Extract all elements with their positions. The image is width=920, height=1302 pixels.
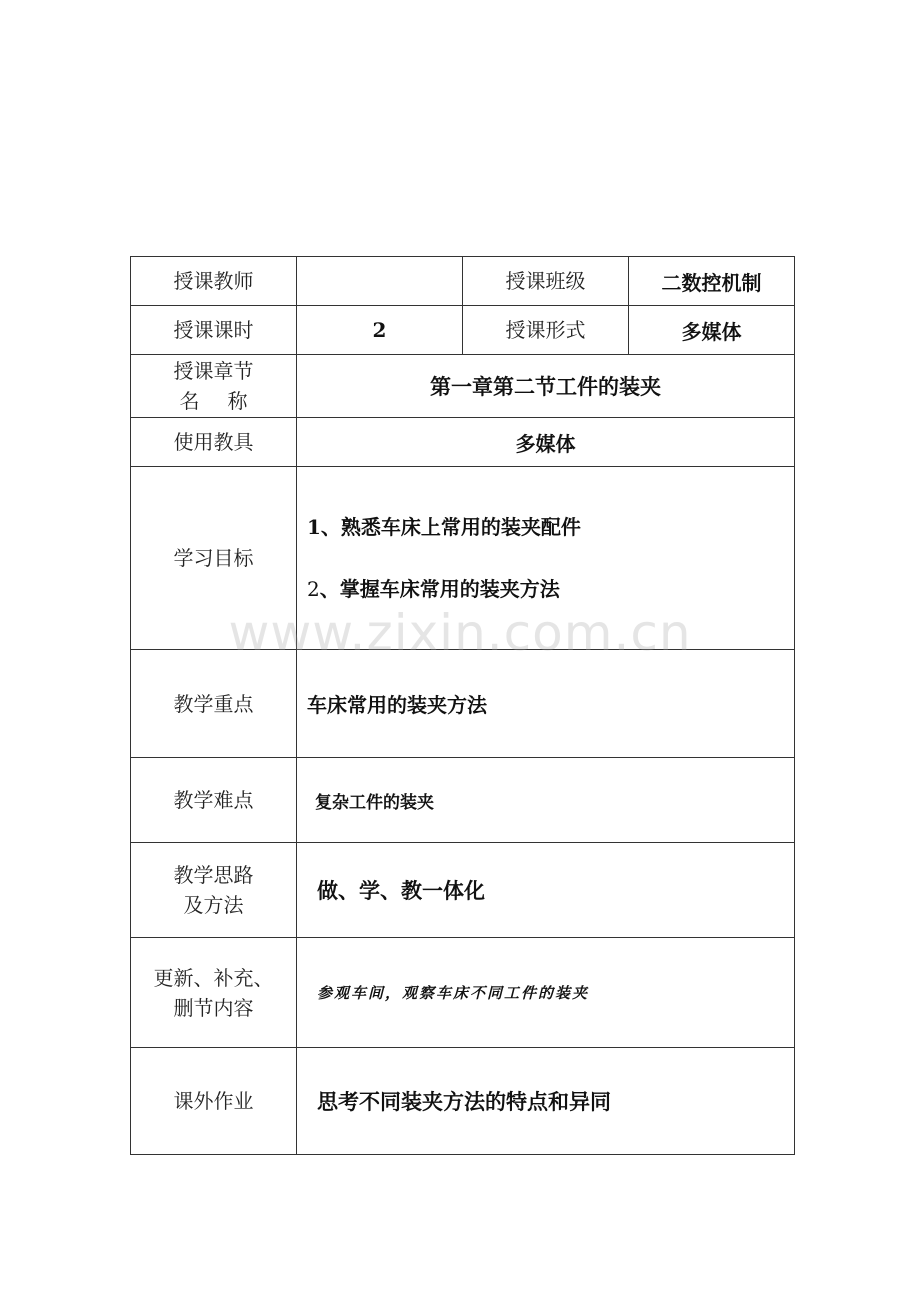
chapter-value: 第一章第二节工件的装夹 — [297, 355, 795, 418]
class-label: 授课班级 — [463, 257, 629, 306]
goal-item-1-text: 、熟悉车床上常用的装夹配件 — [320, 515, 581, 539]
hours-label: 授课课时 — [131, 306, 297, 355]
difficulties-value: 复杂工件的装夹 — [297, 758, 795, 843]
row-hours-form — [131, 306, 795, 355]
approach-label-line2: 及方法 — [183, 893, 244, 917]
form-value: 多媒体 — [629, 306, 795, 355]
teacher-label: 授课教师 — [131, 257, 297, 306]
updates-label — [131, 938, 297, 1048]
row-goals — [131, 467, 795, 650]
row-updates — [131, 938, 795, 1048]
hours-value: 2 — [297, 306, 463, 355]
homework-label: 课外作业 — [131, 1048, 297, 1155]
chapter-label-line2: 名称 — [179, 389, 276, 413]
lesson-plan-table — [130, 256, 795, 1155]
updates-value: 参观车间，观察车床不同工件的装夹 — [297, 938, 795, 1048]
homework-value: 思考不同装夹方法的特点和异同 — [297, 1048, 795, 1155]
goal-item-1 — [297, 513, 794, 541]
goal-item-2-num: 2 — [307, 577, 320, 601]
chapter-label — [131, 355, 297, 418]
watermark: www.zixin.com.cn — [228, 604, 692, 662]
row-tools — [131, 418, 795, 467]
updates-label-line2: 删节内容 — [173, 995, 254, 1020]
key-points-value: 车床常用的装夹方法 — [297, 650, 795, 758]
row-homework — [131, 1048, 795, 1155]
row-approach — [131, 843, 795, 938]
row-teacher-class — [131, 257, 795, 306]
approach-value: 做、学、教一体化 — [297, 843, 795, 938]
goal-item-1-num: 1 — [307, 515, 321, 539]
goal-item-2-text: 、掌握车床常用的装夹方法 — [319, 577, 560, 601]
tools-value: 多媒体 — [297, 418, 795, 467]
updates-label-line1: 更新、补充、 — [153, 965, 274, 990]
goals-label: 学习目标 — [131, 467, 297, 650]
teacher-value — [297, 257, 463, 306]
goals-value — [297, 467, 795, 650]
key-points-label: 教学重点 — [131, 650, 297, 758]
approach-label-line1: 教学思路 — [173, 863, 254, 887]
difficulties-label: 教学难点 — [131, 758, 297, 843]
chapter-label-line1: 授课章节 — [173, 359, 254, 383]
row-difficulties — [131, 758, 795, 843]
goal-item-2 — [297, 575, 794, 603]
form-label: 授课形式 — [463, 306, 629, 355]
row-key-points — [131, 650, 795, 758]
approach-label — [131, 843, 297, 938]
tools-label: 使用教具 — [131, 418, 297, 467]
class-value: 二数控机制 — [629, 257, 795, 306]
row-chapter — [131, 355, 795, 418]
